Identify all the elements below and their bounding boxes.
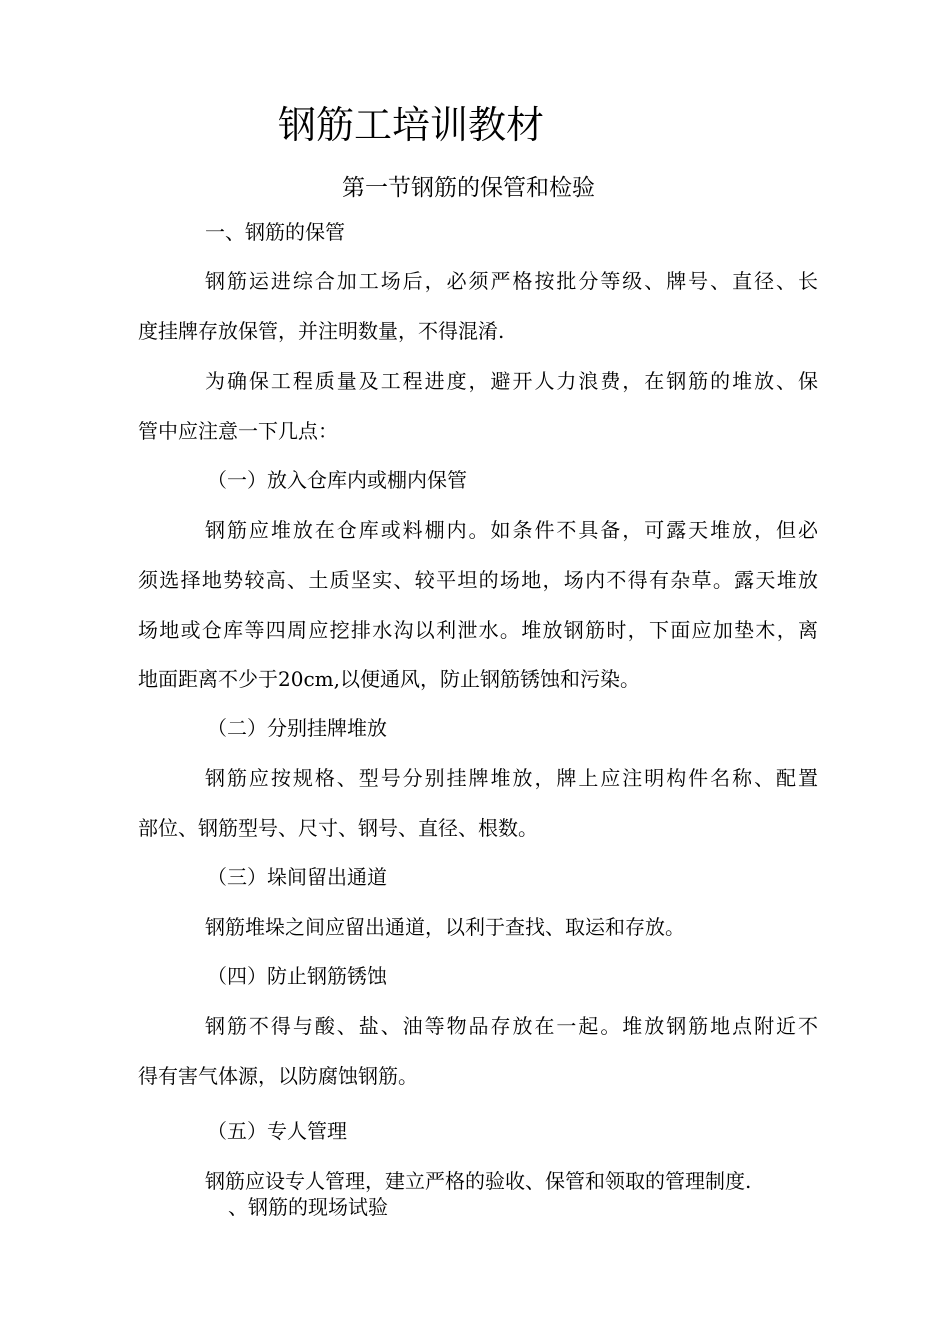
paragraph-line: 得有害气体源，以防腐蚀钢筋。 bbox=[138, 1064, 418, 1088]
paragraph-line: 场地或仓库等四周应挖排水沟以利泄水。堆放钢筋时，下面应加垫木，离 bbox=[138, 618, 818, 642]
paragraph-line: 地面距离不少于20cm,以便通风，防止钢筋锈蚀和污染。 bbox=[138, 667, 640, 691]
paragraph-line: 为确保工程质量及工程进度，避开人力浪费，在钢筋的堆放、保 bbox=[205, 369, 818, 393]
paragraph-line: 度挂牌存放保管，并注明数量，不得混淆. bbox=[138, 319, 505, 343]
subheading-warehouse: （一）放入仓库内或棚内保管 bbox=[207, 468, 467, 492]
subheading-passage: （三）垛间留出通道 bbox=[207, 865, 387, 889]
paragraph-line: 须选择地势较高、土质坚实、较平坦的场地，场内不得有杂草。露天堆放 bbox=[138, 568, 818, 592]
document-title: 钢筋工培训教材 bbox=[278, 103, 545, 147]
heading-field-test: 、钢筋的现场试验 bbox=[228, 1195, 388, 1219]
paragraph-line: 钢筋堆垛之间应留出通道，以利于查找、取运和存放。 bbox=[205, 915, 685, 939]
section-title: 第一节钢筋的保管和检验 bbox=[342, 175, 595, 201]
paragraph-line: 部位、钢筋型号、尺寸、钢号、直径、根数。 bbox=[138, 816, 538, 840]
paragraph-line: 钢筋应堆放在仓库或料棚内。如条件不具备，可露天堆放，但必 bbox=[205, 518, 818, 542]
heading-storage: 一、钢筋的保管 bbox=[205, 220, 345, 244]
subheading-management: （五）专人管理 bbox=[207, 1119, 347, 1143]
paragraph-line: 钢筋运进综合加工场后，必须严格按批分等级、牌号、直径、长 bbox=[205, 269, 818, 293]
paragraph-line: 管中应注意一下几点： bbox=[138, 419, 338, 443]
paragraph-line: 钢筋应按规格、型号分别挂牌堆放，牌上应注明构件名称、配置 bbox=[205, 766, 818, 790]
paragraph-line: 钢筋不得与酸、盐、油等物品存放在一起。堆放钢筋地点附近不 bbox=[205, 1014, 818, 1038]
subheading-rust: （四）防止钢筋锈蚀 bbox=[207, 964, 387, 988]
subheading-tagging: （二）分别挂牌堆放 bbox=[207, 716, 387, 740]
paragraph-line: 钢筋应设专人管理，建立严格的验收、保管和领取的管理制度. bbox=[205, 1169, 752, 1193]
